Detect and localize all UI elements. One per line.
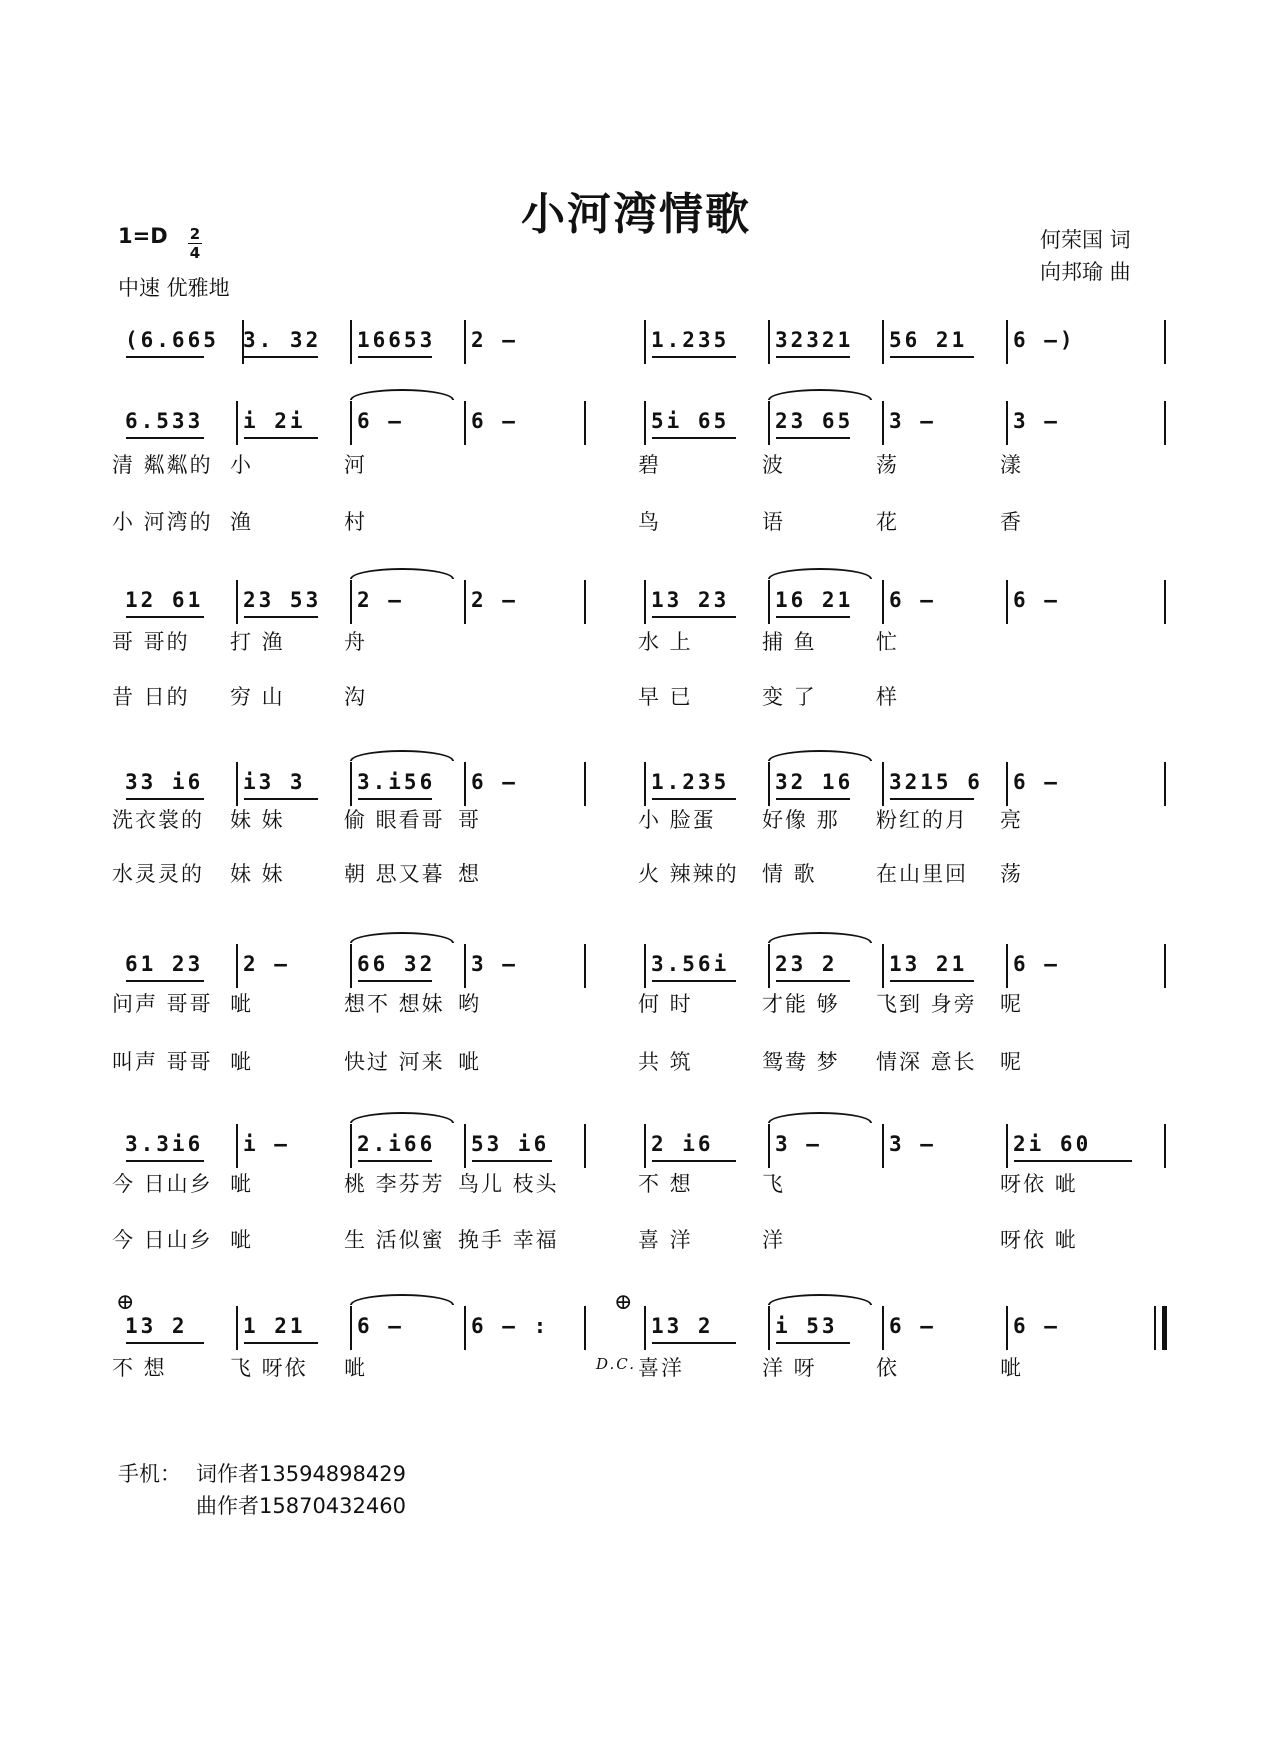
beam-line xyxy=(126,437,204,439)
lyric-syllable: 挽手 幸福 xyxy=(458,1228,559,1252)
composer-phone: 曲作者15870432460 xyxy=(196,1494,406,1518)
lyric-syllable: 呲 xyxy=(230,1228,253,1252)
beam-line xyxy=(244,1342,318,1344)
lyric-syllable: 穷 山 xyxy=(230,685,285,709)
measure-notes: 2 i6 xyxy=(651,1132,714,1156)
measure-notes: i 53 xyxy=(775,1314,838,1338)
score-system xyxy=(118,320,1164,370)
beam-line xyxy=(244,437,318,439)
lyric-syllable: 桃 李芬芳 xyxy=(344,1172,445,1196)
measure-notes: 33 i6 xyxy=(125,770,204,794)
lyric-syllable: 花 xyxy=(876,510,899,534)
measure-notes: 61 23 xyxy=(125,952,204,976)
measure xyxy=(1006,1124,1164,1174)
measure xyxy=(350,320,464,370)
lyric-syllable: 哥 xyxy=(458,808,481,832)
measure-notes: 3 – xyxy=(1013,409,1060,433)
slur-mark xyxy=(350,750,454,761)
beam-line xyxy=(126,798,204,800)
lyric-syllable: 沟 xyxy=(344,685,367,709)
lyric-syllable: 洋 呀 xyxy=(762,1356,817,1380)
lyric-syllable: 水灵灵的 xyxy=(112,862,204,886)
measure-notes: 16653 xyxy=(357,328,436,352)
measure-notes: 3 – xyxy=(889,409,936,433)
beam-line xyxy=(776,980,850,982)
beam-line xyxy=(776,798,850,800)
measure-notes: 23 53 xyxy=(243,588,322,612)
time-signature-top: 2 xyxy=(189,225,201,243)
measure-notes: 6 –) xyxy=(1013,328,1076,352)
measure xyxy=(236,401,350,451)
measure xyxy=(882,401,1006,451)
beam-line xyxy=(652,980,736,982)
measure xyxy=(350,1124,464,1174)
measure-notes: 23 65 xyxy=(775,409,854,433)
measure-notes: 3.i56 xyxy=(357,770,436,794)
measure xyxy=(768,1124,882,1174)
beam-line xyxy=(244,616,318,618)
measure-notes: 13 21 xyxy=(889,952,968,976)
lyric-syllable: 昔 日的 xyxy=(112,685,190,709)
beam-line xyxy=(126,356,204,358)
lyric-syllable: 样 xyxy=(876,685,899,709)
measure xyxy=(882,1124,1006,1174)
lyric-syllable: 呀依 呲 xyxy=(1000,1172,1078,1196)
lyric-syllable: 碧 xyxy=(638,453,661,477)
beam-line xyxy=(358,356,432,358)
lyric-syllable: 在山里回 xyxy=(876,862,968,886)
beam-line xyxy=(652,356,736,358)
measure xyxy=(236,320,350,370)
measure-notes: 3. 32 xyxy=(243,328,322,352)
beam-line xyxy=(244,798,318,800)
lyric-syllable: 水 上 xyxy=(638,630,693,654)
beam-line xyxy=(776,1342,850,1344)
lyric-syllable: 早 已 xyxy=(638,685,693,709)
measure xyxy=(768,401,882,451)
beam-line xyxy=(472,1160,552,1162)
measure-notes: 6 – xyxy=(1013,1314,1060,1338)
measure-notes: 13 2 xyxy=(125,1314,188,1338)
lyric-syllable: 喜 洋 xyxy=(638,1228,693,1252)
measure-notes: 3215 6 xyxy=(889,770,983,794)
lyric-syllable: 粉红的月 xyxy=(876,808,968,832)
slur-mark xyxy=(350,1112,454,1123)
score-system xyxy=(118,401,1164,451)
bar-line xyxy=(584,580,586,624)
measure-notes: 16 21 xyxy=(775,588,854,612)
measure xyxy=(644,401,768,451)
measure xyxy=(882,320,1006,370)
measure xyxy=(464,580,584,630)
bar-line xyxy=(1164,1124,1166,1168)
measure xyxy=(768,580,882,630)
beam-line xyxy=(358,980,432,982)
lyric-syllable: 想不 想妹 xyxy=(344,992,445,1016)
lyric-syllable: 何 时 xyxy=(638,992,693,1016)
lyric-syllable: 波 xyxy=(762,453,785,477)
measure-notes: 66 32 xyxy=(357,952,436,976)
measure-notes: 6 – xyxy=(357,409,404,433)
measure xyxy=(118,401,236,451)
beam-line xyxy=(652,798,736,800)
measure xyxy=(644,944,768,994)
lyric-syllable: 河 xyxy=(344,453,367,477)
measure-notes: 2 – xyxy=(357,588,404,612)
lyric-syllable: 叫声 哥哥 xyxy=(112,1050,213,1074)
measure-notes: 6 – : xyxy=(471,1314,550,1338)
lyric-syllable: 哥 哥的 xyxy=(112,630,190,654)
beam-line xyxy=(126,1160,204,1162)
measure xyxy=(882,1306,1006,1356)
measure xyxy=(118,320,236,370)
measure xyxy=(236,1306,350,1356)
slur-mark xyxy=(350,568,454,579)
beam-line xyxy=(652,616,736,618)
measure-notes: 6 – xyxy=(1013,770,1060,794)
measure-notes: 13 2 xyxy=(651,1314,714,1338)
measure-notes: 6 – xyxy=(889,588,936,612)
lyric-syllable: 呀依 呲 xyxy=(1000,1228,1078,1252)
lyric-syllable: 呲 xyxy=(230,1172,253,1196)
beam-line xyxy=(890,356,974,358)
measure xyxy=(1006,762,1164,812)
lyric-syllable: 洗衣裳的 xyxy=(112,808,204,832)
measure xyxy=(644,580,768,630)
lyric-syllable: 鸳鸯 梦 xyxy=(762,1050,840,1074)
measure xyxy=(644,1124,768,1174)
measure-notes: 3 – xyxy=(889,1132,936,1156)
lyric-syllable: 荡 xyxy=(876,453,899,477)
lyric-syllable: 情 歌 xyxy=(762,862,817,886)
beam-line xyxy=(244,356,318,358)
measure xyxy=(464,762,584,812)
measure-notes: 6 – xyxy=(357,1314,404,1338)
score-system xyxy=(118,944,1164,994)
slur-mark xyxy=(768,1294,872,1305)
lyric-syllable: 哟 xyxy=(458,992,481,1016)
measure xyxy=(464,1124,584,1174)
beam-line xyxy=(776,356,850,358)
measure xyxy=(350,944,464,994)
measure-notes: i – xyxy=(243,1132,290,1156)
key-signature: 1=D xyxy=(118,224,168,248)
lyric-syllable: 捕 鱼 xyxy=(762,630,817,654)
lyric-syllable: 亮 xyxy=(1000,808,1023,832)
lyricist-phone: 词作者13594898429 xyxy=(196,1462,406,1486)
measure xyxy=(1006,1306,1164,1356)
measure-notes: i3 3 xyxy=(243,770,306,794)
lyric-syllable: 情深 意长 xyxy=(876,1050,977,1074)
bar-line xyxy=(1164,401,1166,445)
measure xyxy=(118,944,236,994)
measure-notes: 1.235 xyxy=(651,328,730,352)
lyric-syllable: 好像 那 xyxy=(762,808,840,832)
beam-line xyxy=(358,798,432,800)
beam-line xyxy=(776,616,850,618)
lyric-syllable: 小 xyxy=(230,453,253,477)
measure xyxy=(464,1306,584,1356)
measure-notes: 53 i6 xyxy=(471,1132,550,1156)
measure xyxy=(882,944,1006,994)
lyric-syllable: 偷 眼看哥 xyxy=(344,808,445,832)
beam-line xyxy=(890,798,974,800)
measure xyxy=(768,944,882,994)
lyric-syllable: 不 想 xyxy=(112,1356,167,1380)
lyric-syllable: 呲 xyxy=(458,1050,481,1074)
lyric-syllable: 呲 xyxy=(230,992,253,1016)
lyric-syllable: 依 xyxy=(876,1356,899,1380)
bar-line xyxy=(1164,580,1166,624)
slur-mark xyxy=(350,1294,454,1305)
measure-notes: 5i 65 xyxy=(651,409,730,433)
lyric-syllable: 漾 xyxy=(1000,453,1023,477)
lyric-syllable: 妹 妹 xyxy=(230,808,285,832)
beam-line xyxy=(126,616,204,618)
bar-line xyxy=(584,944,586,988)
lyric-syllable: 喜洋 xyxy=(638,1356,684,1380)
lyric-syllable: 鸟 xyxy=(638,510,661,534)
measure-notes: 2 – xyxy=(243,952,290,976)
measure xyxy=(464,944,584,994)
time-signature xyxy=(188,226,202,261)
measure-notes: 32321 xyxy=(775,328,854,352)
slur-mark xyxy=(768,750,872,761)
lyric-syllable: 今 日山乡 xyxy=(112,1228,213,1252)
measure xyxy=(882,580,1006,630)
lyric-syllable: 问声 哥哥 xyxy=(112,992,213,1016)
lyricist-credit: 何荣国 词 xyxy=(1040,228,1131,252)
footer-label: 手机： xyxy=(118,1462,181,1486)
slur-mark xyxy=(350,932,454,943)
coda-icon: ⊕ xyxy=(614,1290,633,1315)
lyric-syllable: 舟 xyxy=(344,630,367,654)
lyric-syllable: 呲 xyxy=(230,1050,253,1074)
time-signature-bottom: 4 xyxy=(189,244,201,262)
score-system xyxy=(118,1124,1164,1174)
measure-notes: 6 – xyxy=(1013,588,1060,612)
measure-notes: 1 21 xyxy=(243,1314,306,1338)
tempo-marking: 中速 优雅地 xyxy=(118,276,230,300)
measure-notes: 32 16 xyxy=(775,770,854,794)
score-system xyxy=(118,580,1164,630)
da-capo-mark: D.C. xyxy=(596,1355,636,1373)
measure-notes: 6 – xyxy=(471,409,518,433)
composer-credit: 向邦瑜 曲 xyxy=(1040,260,1131,284)
measure xyxy=(350,580,464,630)
measure xyxy=(1006,580,1164,630)
measure xyxy=(236,580,350,630)
lyric-syllable: 洋 xyxy=(762,1228,785,1252)
lyric-syllable: 想 xyxy=(458,862,481,886)
bar-line xyxy=(1164,320,1166,364)
measure-notes: 3.56i xyxy=(651,952,730,976)
song-title: 小河湾情歌 xyxy=(521,189,751,240)
lyric-syllable: 飞 xyxy=(762,1172,785,1196)
coda-icon: ⊕ xyxy=(116,1290,135,1315)
measure xyxy=(350,401,464,451)
lyric-syllable: 忙 xyxy=(876,630,899,654)
bar-line xyxy=(584,1124,586,1168)
measure-notes: 6 – xyxy=(471,770,518,794)
lyric-syllable: 语 xyxy=(762,510,785,534)
measure-notes: i 2i xyxy=(243,409,306,433)
slur-mark xyxy=(350,389,454,400)
slur-mark xyxy=(768,568,872,579)
bar-line xyxy=(584,762,586,806)
measure-notes: 13 23 xyxy=(651,588,730,612)
lyric-syllable: 村 xyxy=(344,510,367,534)
lyric-syllable: 渔 xyxy=(230,510,253,534)
measure xyxy=(464,401,584,451)
measure xyxy=(768,1306,882,1356)
measure xyxy=(464,320,584,370)
measure-notes: 1.235 xyxy=(651,770,730,794)
beam-line xyxy=(126,980,204,982)
bar-line xyxy=(1164,944,1166,988)
lyric-syllable: 呢 xyxy=(1000,992,1023,1016)
measure-notes: 2 – xyxy=(471,588,518,612)
measure-notes: 3.3i6 xyxy=(125,1132,204,1156)
measure xyxy=(118,580,236,630)
beam-line xyxy=(776,437,850,439)
lyric-syllable: 小 脸蛋 xyxy=(638,808,716,832)
beam-line xyxy=(358,1160,432,1162)
measure-notes: 3 – xyxy=(775,1132,822,1156)
lyric-syllable: 变 了 xyxy=(762,685,817,709)
lyric-syllable: 荡 xyxy=(1000,862,1023,886)
measure xyxy=(1006,944,1164,994)
measure xyxy=(236,1124,350,1174)
measure-notes: 12 61 xyxy=(125,588,204,612)
beam-line xyxy=(652,1342,736,1344)
lyric-syllable: 飞 呀依 xyxy=(230,1356,308,1380)
score-system xyxy=(118,1306,1164,1356)
slur-mark xyxy=(768,932,872,943)
beam-line xyxy=(652,1160,736,1162)
lyric-syllable: 香 xyxy=(1000,510,1023,534)
lyric-syllable: 不 想 xyxy=(638,1172,693,1196)
lyric-syllable: 清 粼粼的 xyxy=(112,453,213,477)
lyric-syllable: 妹 妹 xyxy=(230,862,285,886)
lyric-syllable: 朝 思又暮 xyxy=(344,862,445,886)
measure xyxy=(1006,401,1164,451)
lyric-syllable: 飞到 身旁 xyxy=(876,992,977,1016)
lyric-syllable: 小 河湾的 xyxy=(112,510,213,534)
measure-notes: 23 2 xyxy=(775,952,838,976)
measure-notes: 6 – xyxy=(889,1314,936,1338)
beam-line xyxy=(652,437,736,439)
lyric-syllable: 火 辣辣的 xyxy=(638,862,739,886)
bar-line xyxy=(584,401,586,445)
measure-notes: 2i 60 xyxy=(1013,1132,1092,1156)
slur-mark xyxy=(768,1112,872,1123)
lyric-syllable: 生 活似蜜 xyxy=(344,1228,445,1252)
measure-notes: 6 – xyxy=(1013,952,1060,976)
measure xyxy=(350,1306,464,1356)
measure xyxy=(118,1306,236,1356)
final-barline xyxy=(1154,1306,1167,1350)
measure xyxy=(644,1306,768,1356)
beam-line xyxy=(126,1342,204,1344)
lyric-syllable: 今 日山乡 xyxy=(112,1172,213,1196)
lyric-syllable: 共 筑 xyxy=(638,1050,693,1074)
slur-mark xyxy=(768,389,872,400)
lyric-syllable: 呲 xyxy=(344,1356,367,1380)
measure xyxy=(1006,320,1164,370)
measure-notes: 2.i66 xyxy=(357,1132,436,1156)
lyric-syllable: 呢 xyxy=(1000,1050,1023,1074)
measure xyxy=(768,320,882,370)
measure-notes: 6.533 xyxy=(125,409,204,433)
beam-line xyxy=(1014,1160,1132,1162)
bar-line xyxy=(584,1306,586,1350)
beam-line xyxy=(890,980,974,982)
lyric-syllable: 鸟儿 枝头 xyxy=(458,1172,559,1196)
lyric-syllable: 快过 河来 xyxy=(344,1050,445,1074)
measure xyxy=(118,1124,236,1174)
measure xyxy=(644,320,768,370)
measure-notes: 2 – xyxy=(471,328,518,352)
measure xyxy=(236,944,350,994)
lyric-syllable: 才能 够 xyxy=(762,992,840,1016)
measure-notes: (6.665 xyxy=(125,328,219,352)
lyric-syllable: 呲 xyxy=(1000,1356,1023,1380)
measure-notes: 56 21 xyxy=(889,328,968,352)
lyric-syllable: 打 渔 xyxy=(230,630,285,654)
bar-line xyxy=(1164,762,1166,806)
measure-notes: 3 – xyxy=(471,952,518,976)
